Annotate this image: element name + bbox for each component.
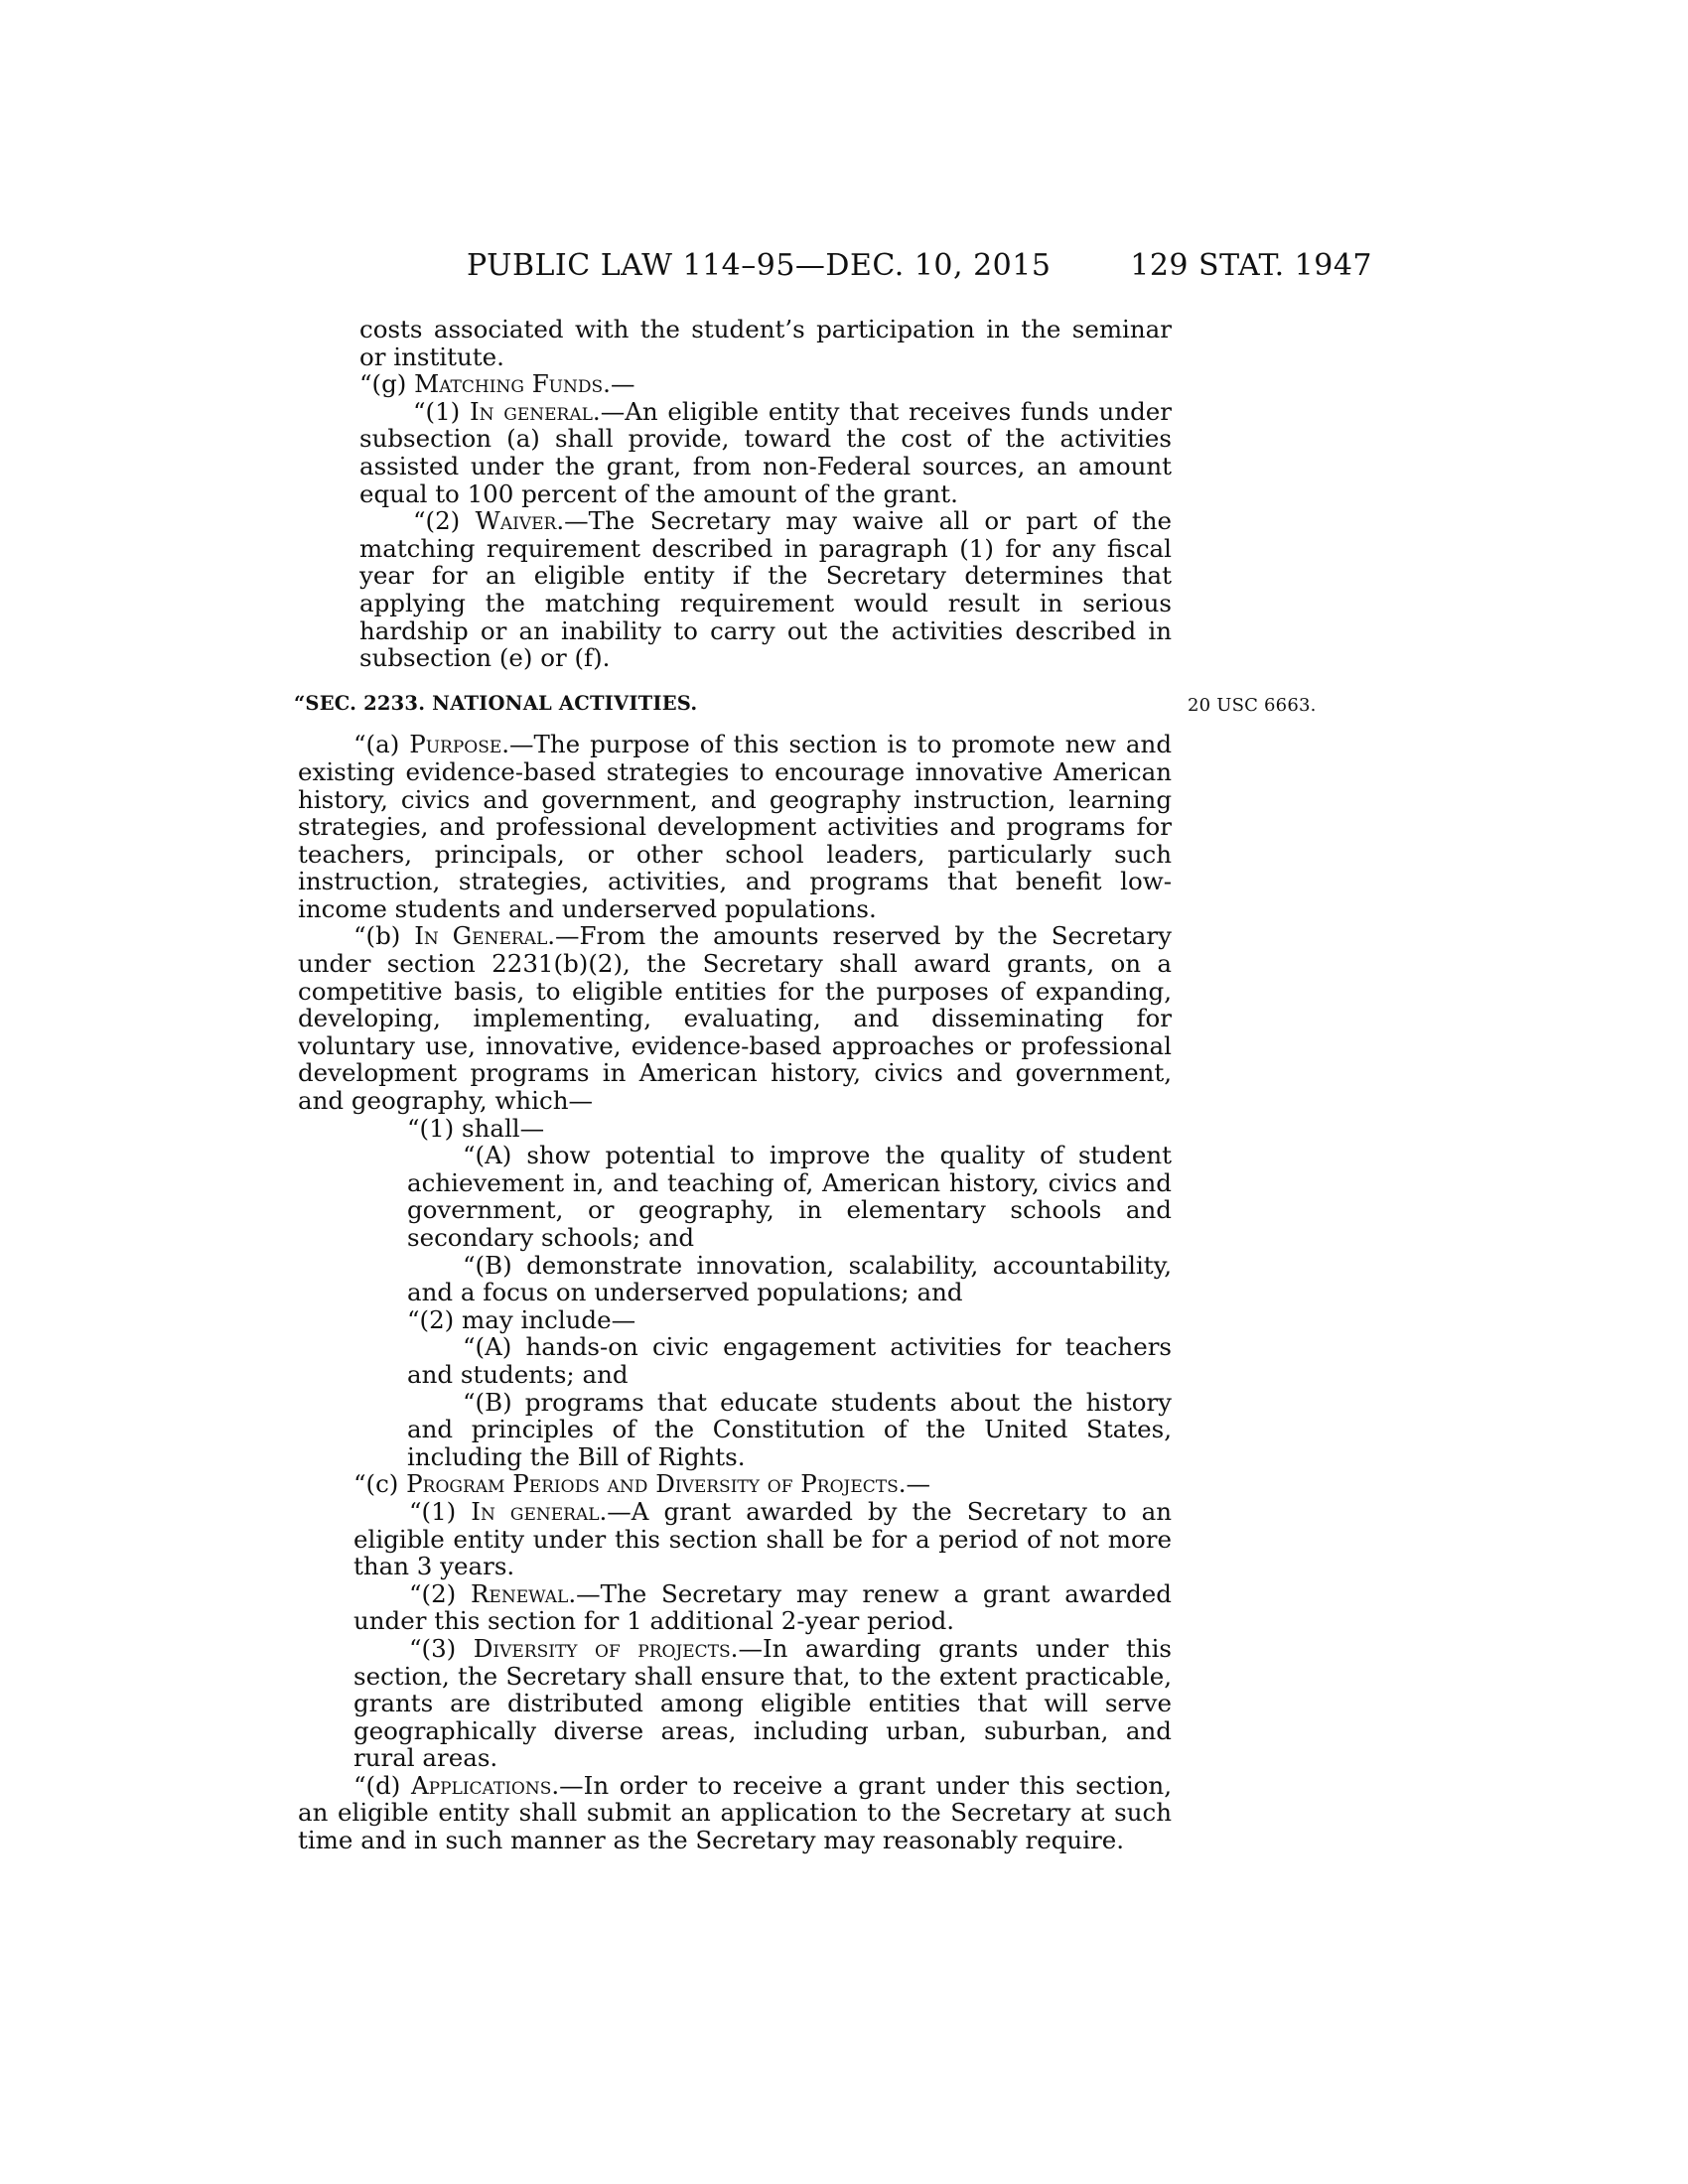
subparagraph-b1a: “(A) show potential to improve the quality of student achievement in, and teaching of, American history, civics and government, or geography, in elementary schools and secondary schools; and <box>407 1141 1172 1252</box>
paragraph-c3-label: Diversity of projects <box>473 1633 731 1663</box>
page-number: 129 STAT. 1947 <box>1130 248 1372 283</box>
continued-paragraph: costs associated with the student’s participation in the seminar or institute. <box>359 315 1172 371</box>
subsection-d-label: Applications <box>410 1770 552 1800</box>
subsection-d <box>298 1772 1172 1854</box>
subsection-c-label: Program Periods and Diversity of Projects <box>406 1469 899 1499</box>
subsection-c-dash: .— <box>898 1469 931 1499</box>
paragraph-g1-text: .—An eligible entity that receives funds under subsection (a) shall provide, toward the cost of the activities assisted under the grant, from non-Federal sources, an amount equal to 100 percent of the amount of the grant. <box>359 396 1172 508</box>
document-body <box>294 315 1317 1855</box>
paragraph-c1 <box>298 1498 1172 1580</box>
section-heading-text: “SEC. 2233. NATIONAL ACTIVITIES. <box>294 691 698 715</box>
paragraph-g2-num: “(2) <box>413 506 476 536</box>
subsection-d-text: .—In order to receive a grant under this section, an eligible entity shall submit an application to the Secretary at such time and in such manner as the Secretary may reasonably require. <box>298 1770 1172 1855</box>
paragraph-g1-num: “(1) <box>413 396 470 426</box>
margin-citation: 20 USC 6663. <box>1188 694 1317 716</box>
paragraph-c3-num: “(3) <box>409 1633 474 1663</box>
subsection-b-num: “(b) <box>353 921 415 951</box>
paragraph-c3-text: .—In awarding grants under this section, the Secretary shall ensure that, to the extent practicable, grants are distributed among eligible entities that will serve geographically diverse areas, including urban, suburban, and rural areas. <box>353 1633 1172 1773</box>
subsection-g-dash: .— <box>603 369 635 399</box>
paragraph-b2: “(2) may include— <box>407 1304 636 1334</box>
paragraph-g2-text: .—The Secretary may waive all or part of the matching requirement described in paragraph (1) for any fiscal year for an eligible entity if the Secretary determines that applying the matching requirement would result in serious hardship or an inability to carry out the activities described in subsection (e) or (f). <box>359 506 1172 673</box>
paragraph-g2 <box>298 507 1172 672</box>
subsection-g-label: Matching Funds <box>414 369 604 399</box>
paragraph-c2-num: “(2) <box>409 1578 471 1608</box>
running-title: PUBLIC LAW 114–95—DEC. 10, 2015 <box>467 248 1052 283</box>
subsection-b <box>298 922 1172 1114</box>
subsection-a-num: “(a) <box>353 730 410 759</box>
subsection-c-num: “(c) <box>353 1469 407 1499</box>
subsection-b-text: .—From the amounts reserved by the Secretary under section 2231(b)(2), the Secretary shall award grants, on a competitive basis, to eligible entities for the purposes of expanding, developing, implementing, evaluating, and disseminating for voluntary use, innovative, evidence-based approaches or professional development programs in American history, civics and government, and geography, which— <box>298 921 1172 1116</box>
paragraph-g2-label: Waiver <box>475 506 557 536</box>
subsection-g-heading <box>298 370 1172 398</box>
subsection-c-heading <box>298 1470 1172 1498</box>
paragraph-c2-label: Renewal <box>470 1578 569 1608</box>
paragraph-c3 <box>298 1635 1172 1772</box>
section-heading <box>294 690 1317 718</box>
subsection-a <box>298 731 1172 922</box>
paragraph-g1 <box>298 398 1172 507</box>
paragraph-c2 <box>298 1580 1172 1635</box>
paragraph-g1-label: In general <box>469 396 593 426</box>
subsection-g-num: “(g) <box>359 369 415 399</box>
paragraph-c2-text: .—The Secretary may renew a grant awarded under this section for 1 additional 2-year period. <box>353 1578 1172 1636</box>
paragraph-c1-label: In general <box>471 1496 600 1526</box>
subparagraph-b2a: “(A) hands-on civic engagement activities for teachers and students; and <box>407 1332 1172 1389</box>
paragraph-c1-num: “(1) <box>409 1496 472 1526</box>
subsection-a-label: Purpose <box>409 730 502 759</box>
paragraph-c1-text: .—A grant awarded by the Secretary to an eligible entity under this section shall be for a period of not more than 3 years. <box>353 1496 1172 1581</box>
subparagraph-b2b: “(B) programs that educate students about the history and principles of the Constitution of the United States, including the Bill of Rights. <box>407 1387 1172 1471</box>
subsection-b-label: In General <box>414 921 548 951</box>
subparagraph-b1b: “(B) demonstrate innovation, scalability, accountability, and a focus on underserved populations; and <box>407 1250 1172 1307</box>
page-header <box>0 248 1688 288</box>
subsection-d-num: “(d) <box>353 1770 411 1800</box>
paragraph-b1: “(1) shall— <box>407 1113 545 1143</box>
subsection-a-text: .—The purpose of this section is to promote new and existing evidence-based strategies to encourage innovative American history, civics and government, and geography instruction, learning strategies, and professional development activities and programs for teachers, principals, or other school leaders, particularly such instruction, strategies, activities, and programs that benefit low-income students and underserved populations. <box>298 730 1172 923</box>
